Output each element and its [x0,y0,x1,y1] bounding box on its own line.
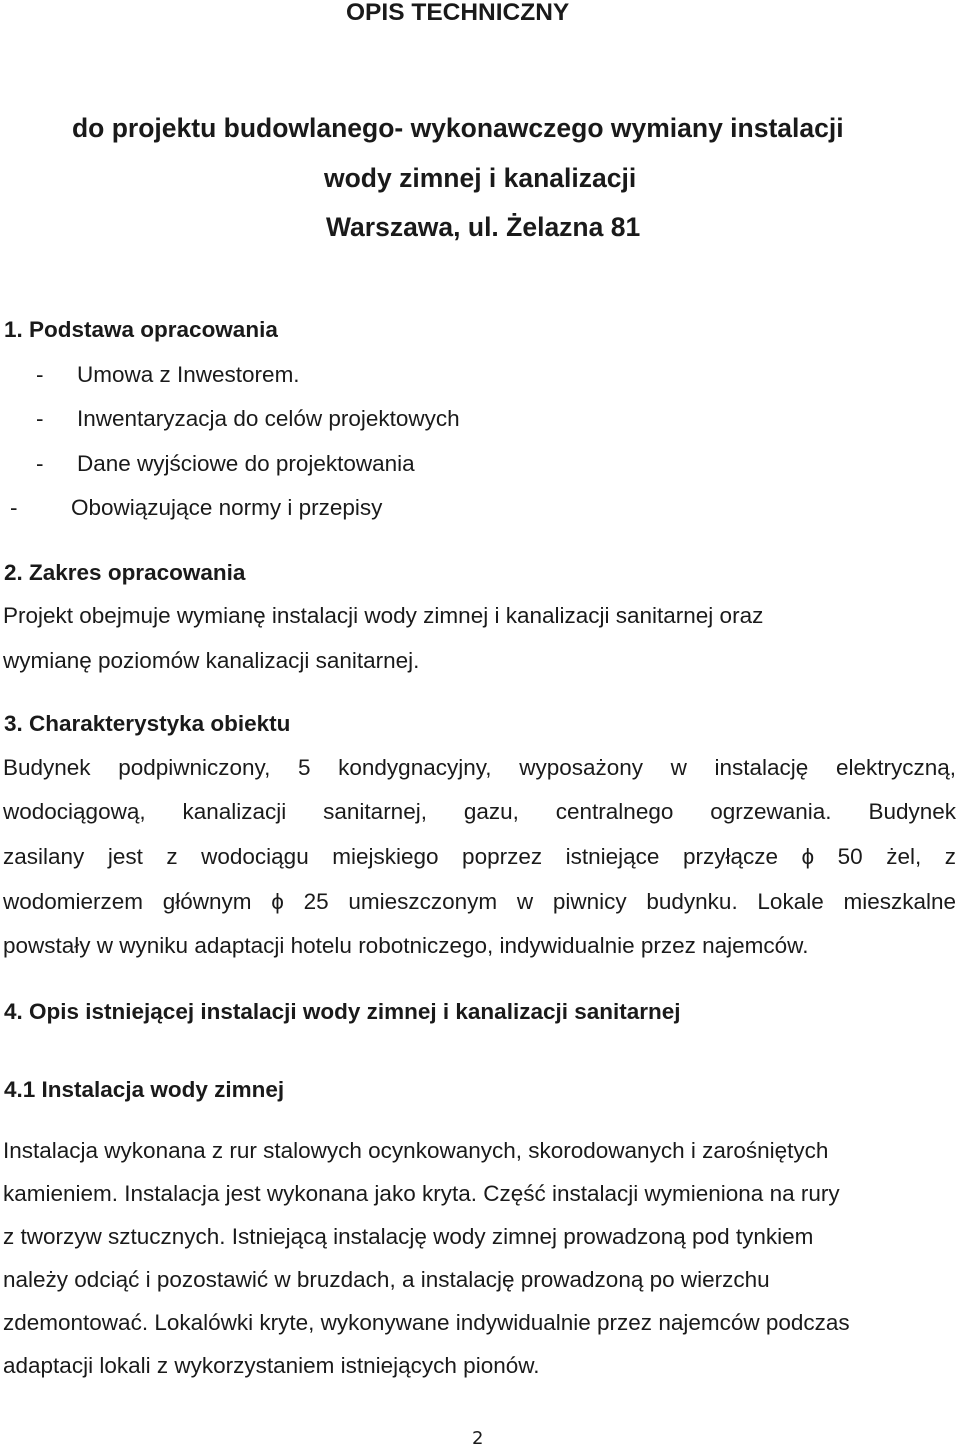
paragraph-line: powstały w wyniku adaptacji hotelu robotniczego, indywidualnie przez najemców. [3,933,809,958]
paragraph-line: zasilany jest z wodociągu miejskiego poprzez istniejące przyłącze ϕ 50 żel, z [3,844,956,869]
paragraph-line: zdemontować. Lokalówki kryte, wykonywane indywidualnie przez najemców podczas [3,1310,850,1335]
paragraph-line: wymianę poziomów kanalizacji sanitarnej. [3,648,420,673]
section-3-heading: 3. Charakterystyka obiektu [4,711,291,736]
list-item-text: Inwentaryzacja do celów projektowych [77,406,460,431]
list-dash: - [36,406,44,431]
list-item-text: Obowiązujące normy i przepisy [71,495,383,520]
document-title: OPIS TECHNICZNY [346,0,570,26]
list-item [36,453,44,476]
section-2-heading: 2. Zakres opracowania [4,560,246,585]
list-dash: - [10,495,18,520]
paragraph-line: Projekt obejmuje wymianę instalacji wody zimnej i kanalizacji sanitarnej oraz [3,603,764,628]
paragraph-line: należy odciąć i pozostawić w bruzdach, a instalację prowadzoną po wierzchu [3,1267,770,1292]
paragraph-line: Budynek podpiwniczony, 5 kondygnacyjny, wyposażony w instalację elektryczną, [3,755,956,780]
list-item [10,497,18,520]
list-item-text: Umowa z Inwestorem. [77,362,300,387]
section-4-heading: 4. Opis istniejącej instalacji wody zimnej i kanalizacji sanitarnej [4,999,681,1024]
list-dash: - [36,362,44,387]
paragraph-line: kamieniem. Instalacja jest wykonana jako kryta. Część instalacji wymieniona na rury [3,1181,840,1206]
subtitle-line-1: do projektu budowlanego- wykonawczego wymiany instalacji [72,113,844,143]
page-number: 2 [472,1428,484,1449]
paragraph-line: z tworzyw sztucznych. Istniejącą instalację wody zimnej prowadzoną pod tynkiem [3,1224,814,1249]
paragraph-line: wodomierzem głównym ϕ 25 umieszczonym w piwnicy budynku. Lokale mieszkalne [3,889,956,914]
paragraph-line: adaptacji lokali z wykorzystaniem istniejących pionów. [3,1353,540,1378]
list-item [36,364,44,387]
paragraph-line: Instalacja wykonana z rur stalowych ocynkowanych, skorodowanych i zarośniętych [3,1138,829,1163]
section-4-1-heading: 4.1 Instalacja wody zimnej [4,1077,285,1102]
subtitle-line-3: Warszawa, ul. Żelazna 81 [326,212,641,242]
list-dash: - [36,451,44,476]
section-1-heading: 1. Podstawa opracowania [4,317,278,342]
paragraph-line: wodociągową, kanalizacji sanitarnej, gazu, centralnego ogrzewania. Budynek [3,799,956,824]
list-item-text: Dane wyjściowe do projektowania [77,451,415,476]
list-item [36,408,44,431]
subtitle-line-2: wody zimnej i kanalizacji [324,163,637,193]
